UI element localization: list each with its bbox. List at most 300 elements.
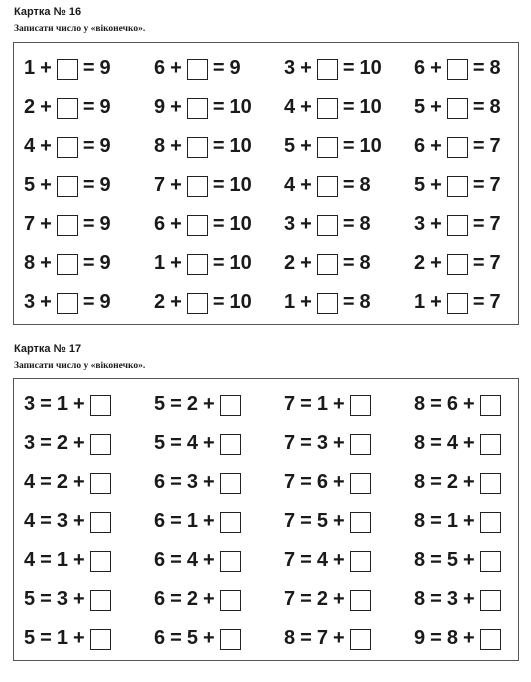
equals-sign: = [212,212,225,235]
equals-sign: = [342,290,355,313]
sum: 7 [284,587,296,610]
addend: 7 [316,626,328,649]
equation [414,469,531,495]
sum: 7 [284,392,296,415]
answer-box[interactable] [90,590,111,611]
plus-sign: + [332,548,345,571]
equation [414,133,531,159]
answer-box[interactable] [447,293,468,314]
plus-sign: + [462,431,475,454]
equation [24,508,148,534]
addend: 1 [56,626,68,649]
addend: 4 [186,548,198,571]
addend: 3 [446,587,458,610]
equals-sign: = [170,470,182,493]
equals-sign: = [342,173,355,196]
plus-sign: + [430,95,442,118]
equation [414,289,531,315]
equation [284,55,408,81]
answer-box[interactable] [187,293,208,314]
plus-sign: + [202,587,215,610]
equals-sign: = [40,626,52,649]
equals-sign: = [82,251,95,274]
plus-sign: + [72,626,85,649]
plus-sign: + [170,212,182,235]
equals-sign: = [40,587,52,610]
answer-box[interactable] [90,629,111,650]
equals-sign: = [430,587,442,610]
sum: 10 [359,56,382,79]
answer-box[interactable] [350,512,371,533]
addend: 3 [414,212,426,235]
equation [24,625,148,651]
addend: 1 [154,251,166,274]
sum: 6 [154,509,166,532]
addend: 8 [24,251,36,274]
addend: 5 [186,626,198,649]
answer-box[interactable] [480,551,501,572]
equation [154,94,278,120]
addend: 1 [186,509,198,532]
plus-sign: + [170,56,182,79]
addend: 9 [154,95,166,118]
plus-sign: + [430,173,442,196]
plus-sign: + [170,290,182,313]
equation [154,289,278,315]
addend: 7 [24,212,36,235]
addend: 8 [154,134,166,157]
answer-box[interactable] [317,137,338,158]
plus-sign: + [72,470,85,493]
addend: 5 [414,95,426,118]
plus-sign: + [300,290,312,313]
sum: 7 [489,134,501,157]
addend: 1 [316,392,328,415]
equation [284,133,408,159]
sum: 8 [414,431,426,454]
answer-box[interactable] [317,293,338,314]
addend: 2 [316,587,328,610]
answer-box[interactable] [57,293,78,314]
addend: 6 [414,134,426,157]
equation [284,469,408,495]
sum: 5 [154,392,166,415]
answer-box[interactable] [220,434,241,455]
answer-box[interactable] [317,215,338,236]
sum: 7 [284,470,296,493]
answer-box[interactable] [90,434,111,455]
equation [154,391,278,417]
answer-box[interactable] [350,473,371,494]
addend: 6 [414,56,426,79]
answer-box[interactable] [187,137,208,158]
addend: 4 [284,173,296,196]
plus-sign: + [300,173,312,196]
addend: 3 [24,290,36,313]
answer-box[interactable] [480,434,501,455]
equation [154,250,278,276]
answer-box[interactable] [317,176,338,197]
plus-sign: + [40,134,52,157]
plus-sign: + [202,470,215,493]
equation [154,547,278,573]
answer-box[interactable] [350,629,371,650]
addend: 2 [56,470,68,493]
plus-sign: + [332,587,345,610]
equation [414,55,531,81]
answer-box[interactable] [187,215,208,236]
equals-sign: = [472,95,485,118]
equals-sign: = [472,173,485,196]
sum: 8 [414,470,426,493]
sum: 9 [99,290,111,313]
equals-sign: = [300,587,312,610]
sum: 9 [99,95,111,118]
equals-sign: = [300,392,312,415]
sum: 7 [284,431,296,454]
sum: 9 [99,173,111,196]
equals-sign: = [212,173,225,196]
answer-box[interactable] [480,512,501,533]
sum: 8 [414,509,426,532]
answer-box[interactable] [220,551,241,572]
addend: 2 [24,95,36,118]
equals-sign: = [342,212,355,235]
sum: 6 [154,626,166,649]
addend: 2 [284,251,296,274]
plus-sign: + [72,587,85,610]
sum: 8 [489,56,501,79]
sum: 8 [359,251,371,274]
answer-box[interactable] [447,176,468,197]
equation [284,211,408,237]
answer-box[interactable] [187,59,208,80]
plus-sign: + [72,431,85,454]
plus-sign: + [300,212,312,235]
equation [154,430,278,456]
plus-sign: + [40,173,52,196]
equals-sign: = [82,290,95,313]
equation [284,250,408,276]
answer-box[interactable] [57,176,78,197]
equals-sign: = [430,431,442,454]
equation [154,586,278,612]
addend: 4 [446,431,458,454]
equals-sign: = [342,251,355,274]
plus-sign: + [40,290,52,313]
sum: 10 [229,95,252,118]
sum: 7 [489,290,501,313]
sum: 5 [154,431,166,454]
equation [24,94,148,120]
addend: 1 [414,290,426,313]
equation [284,625,408,651]
plus-sign: + [430,251,442,274]
answer-box[interactable] [480,629,501,650]
addend: 6 [154,56,166,79]
equals-sign: = [342,134,355,157]
sum: 8 [489,95,501,118]
sum: 8 [359,173,371,196]
answer-box[interactable] [447,59,468,80]
equals-sign: = [212,290,225,313]
addend: 5 [284,134,296,157]
equation [154,133,278,159]
answer-box[interactable] [220,395,241,416]
sum: 10 [229,173,252,196]
answer-box[interactable] [447,137,468,158]
answer-box[interactable] [350,395,371,416]
plus-sign: + [462,587,475,610]
sum: 6 [154,548,166,571]
plus-sign: + [170,173,182,196]
equation [154,55,278,81]
sum: 4 [24,470,36,493]
equation [414,625,531,651]
equation [24,250,148,276]
sum: 7 [489,173,501,196]
sum: 5 [24,587,36,610]
sum: 10 [359,134,382,157]
sum: 4 [24,509,36,532]
sum: 6 [154,470,166,493]
equals-sign: = [472,212,485,235]
answer-box[interactable] [350,434,371,455]
equation [414,391,531,417]
answer-box[interactable] [350,590,371,611]
sum: 9 [99,212,111,235]
answer-box[interactable] [480,395,501,416]
plus-sign: + [430,134,442,157]
answer-box[interactable] [447,254,468,275]
sum: 6 [154,587,166,610]
equation [284,94,408,120]
equation [24,133,148,159]
equals-sign: = [212,251,225,274]
addend: 3 [316,431,328,454]
plus-sign: + [202,626,215,649]
equals-sign: = [300,470,312,493]
card-16-title: Картка № 16 [14,6,82,18]
equation [414,94,531,120]
answer-box[interactable] [57,137,78,158]
equals-sign: = [82,173,95,196]
answer-box[interactable] [447,98,468,119]
card-16-exercise-grid [14,43,518,324]
equation [284,391,408,417]
equation [24,55,148,81]
sum: 8 [284,626,296,649]
sum: 8 [359,212,371,235]
plus-sign: + [40,251,52,274]
sum: 10 [229,212,252,235]
answer-box[interactable] [220,590,241,611]
equation [24,430,148,456]
answer-box[interactable] [220,512,241,533]
sum: 7 [284,548,296,571]
plus-sign: + [462,626,475,649]
equals-sign: = [430,509,442,532]
answer-box[interactable] [90,551,111,572]
plus-sign: + [430,290,442,313]
plus-sign: + [332,470,345,493]
answer-box[interactable] [480,473,501,494]
equals-sign: = [212,56,225,79]
equation [154,469,278,495]
card-17-instruction: Записати число у «віконечко». [14,361,146,371]
equals-sign: = [472,290,485,313]
addend: 4 [316,548,328,571]
answer-box[interactable] [90,512,111,533]
equals-sign: = [300,431,312,454]
answer-box[interactable] [57,215,78,236]
answer-box[interactable] [350,551,371,572]
answer-box[interactable] [317,59,338,80]
plus-sign: + [202,548,215,571]
addend: 5 [414,173,426,196]
equals-sign: = [430,470,442,493]
plus-sign: + [72,509,85,532]
sum: 9 [229,56,241,79]
plus-sign: + [300,134,312,157]
equals-sign: = [82,95,95,118]
card-17-exercise-grid [14,379,518,660]
equation [414,586,531,612]
equals-sign: = [430,626,442,649]
equals-sign: = [300,626,312,649]
plus-sign: + [202,509,215,532]
equation [414,508,531,534]
equals-sign: = [472,251,485,274]
plus-sign: + [300,95,312,118]
addend: 6 [154,212,166,235]
sum: 9 [414,626,426,649]
equals-sign: = [300,509,312,532]
addend: 3 [56,587,68,610]
sum: 5 [24,626,36,649]
sum: 8 [359,290,371,313]
answer-box[interactable] [57,98,78,119]
sum: 10 [229,134,252,157]
answer-box[interactable] [187,254,208,275]
answer-box[interactable] [447,215,468,236]
addend: 2 [446,470,458,493]
equals-sign: = [82,56,95,79]
plus-sign: + [40,212,52,235]
equation [154,508,278,534]
equation [414,430,531,456]
equals-sign: = [40,470,52,493]
answer-box[interactable] [220,473,241,494]
equals-sign: = [170,548,182,571]
answer-box[interactable] [187,176,208,197]
equals-sign: = [212,134,225,157]
addend: 3 [56,509,68,532]
plus-sign: + [430,212,442,235]
answer-box[interactable] [480,590,501,611]
equals-sign: = [342,95,355,118]
addend: 1 [284,290,296,313]
card-17-exercise-frame [13,378,519,661]
addend: 5 [446,548,458,571]
equation [24,469,148,495]
plus-sign: + [462,392,475,415]
answer-box[interactable] [57,59,78,80]
answer-box[interactable] [187,98,208,119]
equals-sign: = [212,95,225,118]
answer-box[interactable] [90,395,111,416]
equals-sign: = [170,509,182,532]
sum: 3 [24,431,36,454]
addend: 3 [284,56,296,79]
equation [284,586,408,612]
sum: 9 [99,56,111,79]
plus-sign: + [462,509,475,532]
sum: 10 [229,290,252,313]
sum: 8 [414,587,426,610]
equals-sign: = [82,212,95,235]
equation [154,625,278,651]
answer-box[interactable] [57,254,78,275]
plus-sign: + [170,251,182,274]
sum: 7 [284,509,296,532]
equation [154,172,278,198]
plus-sign: + [462,470,475,493]
addend: 2 [414,251,426,274]
plus-sign: + [202,392,215,415]
equals-sign: = [40,509,52,532]
equals-sign: = [40,431,52,454]
addend: 3 [284,212,296,235]
answer-box[interactable] [90,473,111,494]
answer-box[interactable] [220,629,241,650]
plus-sign: + [300,251,312,274]
sum: 8 [414,392,426,415]
answer-box[interactable] [317,254,338,275]
sum: 9 [99,251,111,274]
equation [414,250,531,276]
plus-sign: + [332,392,345,415]
plus-sign: + [332,431,345,454]
equation [24,586,148,612]
equals-sign: = [82,134,95,157]
equals-sign: = [300,548,312,571]
equation [284,508,408,534]
sum: 7 [489,251,501,274]
answer-box[interactable] [317,98,338,119]
equals-sign: = [342,56,355,79]
equals-sign: = [170,587,182,610]
addend: 2 [186,392,198,415]
equation [24,211,148,237]
equation [284,289,408,315]
plus-sign: + [202,431,215,454]
addend: 6 [316,470,328,493]
addend: 1 [56,392,68,415]
addend: 6 [446,392,458,415]
equation [414,172,531,198]
equation [414,547,531,573]
equation [24,289,148,315]
equals-sign: = [40,548,52,571]
equation [284,172,408,198]
addend: 2 [154,290,166,313]
equation [154,211,278,237]
card-16-instruction: Записати число у «віконечко». [14,24,146,34]
sum: 3 [24,392,36,415]
plus-sign: + [430,56,442,79]
equation [24,172,148,198]
